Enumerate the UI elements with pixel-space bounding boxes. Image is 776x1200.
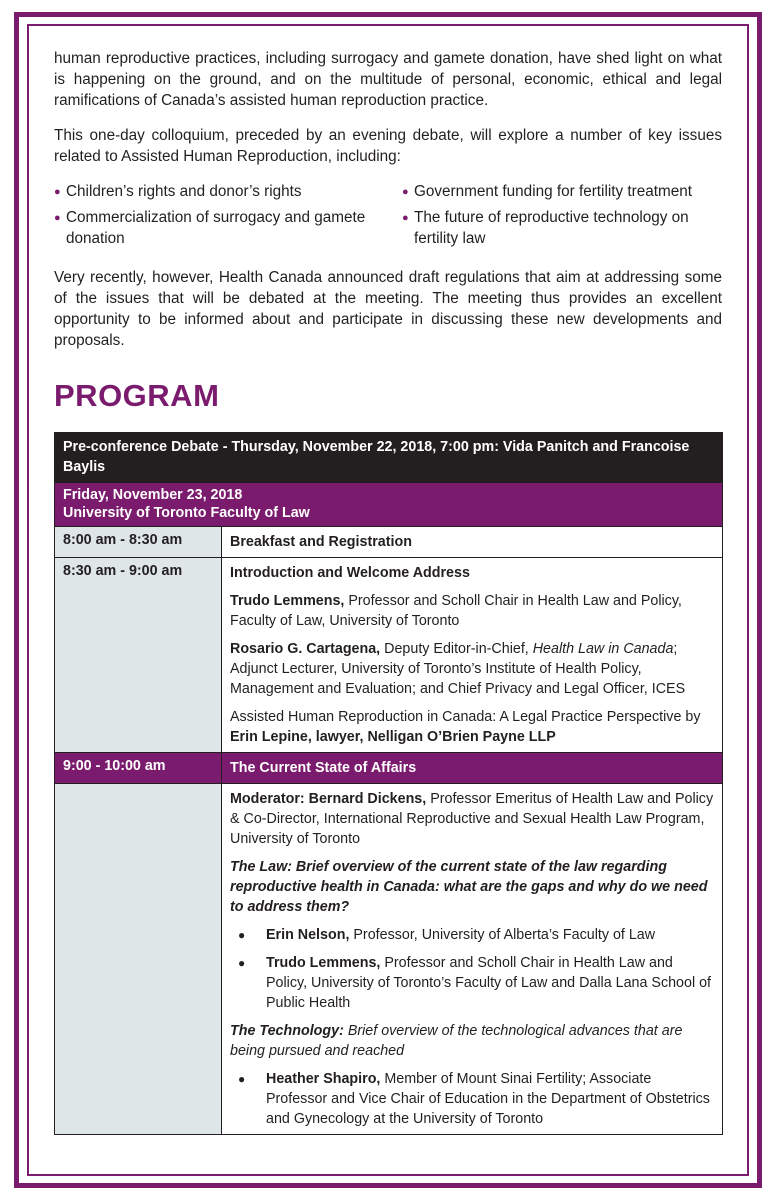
speaker-entry: Trudo Lemmens, Professor and Scholl Chair in Health Law and Policy, Faculty of Law, University of Toronto	[230, 593, 682, 629]
intro-paragraph-2: This one-day colloquium, preceded by an evening debate, will explore a number of key issues related to Assisted Human Reproduction, including:	[54, 127, 722, 165]
bullet-icon: ●	[54, 212, 61, 224]
time-cell: 8:30 am - 9:00 am	[55, 558, 222, 752]
issue-item: ● Commercialization of surrogacy and gamete donation	[54, 209, 366, 247]
session-cell	[222, 527, 722, 557]
table-row	[55, 783, 722, 1134]
bullet-icon: ●	[238, 1072, 246, 1086]
table-row	[55, 557, 722, 752]
speaker-entry: Assisted Human Reproduction in Canada: A Legal Practice Perspective by Erin Lepine, lawyer, Nelligan O’Brien Payne LLP	[230, 709, 701, 745]
moderator-entry: Moderator: Bernard Dickens, Professor Emeritus of Health Law and Policy & Co-Director, International Reproductive and Sexual Health Law Program, University of Toronto	[230, 791, 714, 847]
session-title: Breakfast and Registration	[230, 534, 412, 550]
intro-paragraph-3: Very recently, however, Health Canada announced draft regulations that aim at addressing some of the issues that will be debated at the meeting. The meeting thus provides an excellent opportunity to be informed about and participate in discussing these new developments and proposals.	[54, 269, 722, 349]
speaker-entry: ● Heather Shapiro, Member of Mount Sinai Fertility; Associate Professor and Vice Chair of Education in the Department of Obstetrics and Gynecology at the University of Toronto	[230, 1069, 714, 1129]
bullet-icon: ●	[54, 186, 61, 198]
time-cell	[55, 784, 222, 1134]
issue-item: ● Government funding for fertility treatment	[402, 181, 722, 203]
issues-list	[54, 181, 722, 253]
bullet-icon: ●	[402, 212, 409, 224]
issues-column-left	[54, 181, 388, 253]
speaker-entry: Rosario G. Cartagena, Deputy Editor-in-Chief, Health Law in Canada; Adjunct Lecturer, University of Toronto’s Institute of Health Policy, Management and Evaluation; and Chief Privacy and Legal Officer, ICES	[230, 641, 686, 697]
issue-item: ● The future of reproductive technology on fertility law	[402, 209, 689, 247]
program-table	[54, 432, 723, 1135]
session-title: Introduction and Welcome Address	[230, 565, 470, 581]
preconference-row: Pre-conference Debate - Thursday, November 22, 2018, 7:00 pm: Vida Panitch and Francoise Baylis	[55, 433, 722, 482]
table-row	[55, 526, 722, 557]
bullet-icon: ●	[238, 956, 246, 970]
table-row	[55, 752, 722, 783]
speaker-entry: ● Erin Nelson, Professor, University of Alberta’s Faculty of Law	[230, 925, 714, 945]
day-header-row	[55, 482, 722, 526]
bullet-icon: ●	[402, 186, 409, 198]
program-heading: PROGRAM	[54, 378, 220, 413]
technology-topic-heading: The Technology: Brief overview of the technological advances that are being pursued and reached	[230, 1023, 683, 1059]
issue-item: ● Children’s rights and donor’s rights	[54, 181, 388, 203]
intro-paragraph-1: human reproductive practices, including surrogacy and gamete donation, have shed light on what is happening on the ground, and on the multitude of personal, economic, ethical and legal ramifications of Canada’s assisted human reproduction practice.	[54, 50, 722, 109]
speaker-entry: ● Trudo Lemmens, Professor and Scholl Chair in Health Law and Policy, University of Toronto’s Faculty of Law and Dalla Lana School of Public Health	[230, 953, 714, 1013]
session-cell	[222, 784, 722, 1134]
time-cell: 8:00 am - 8:30 am	[55, 527, 222, 557]
issues-column-right	[388, 181, 722, 253]
day-venue: University of Toronto Faculty of Law	[63, 505, 310, 521]
day-date: Friday, November 23, 2018	[63, 487, 243, 503]
session-title: The Current State of Affairs	[222, 753, 722, 783]
law-topic-heading: The Law: Brief overview of the current state of the law regarding reproductive health in Canada: what are the gaps and why do we need to address them?	[230, 859, 708, 915]
session-cell	[222, 558, 722, 752]
intro-section	[54, 48, 722, 365]
time-cell: 9:00 - 10:00 am	[55, 753, 222, 783]
bullet-icon: ●	[238, 928, 246, 942]
